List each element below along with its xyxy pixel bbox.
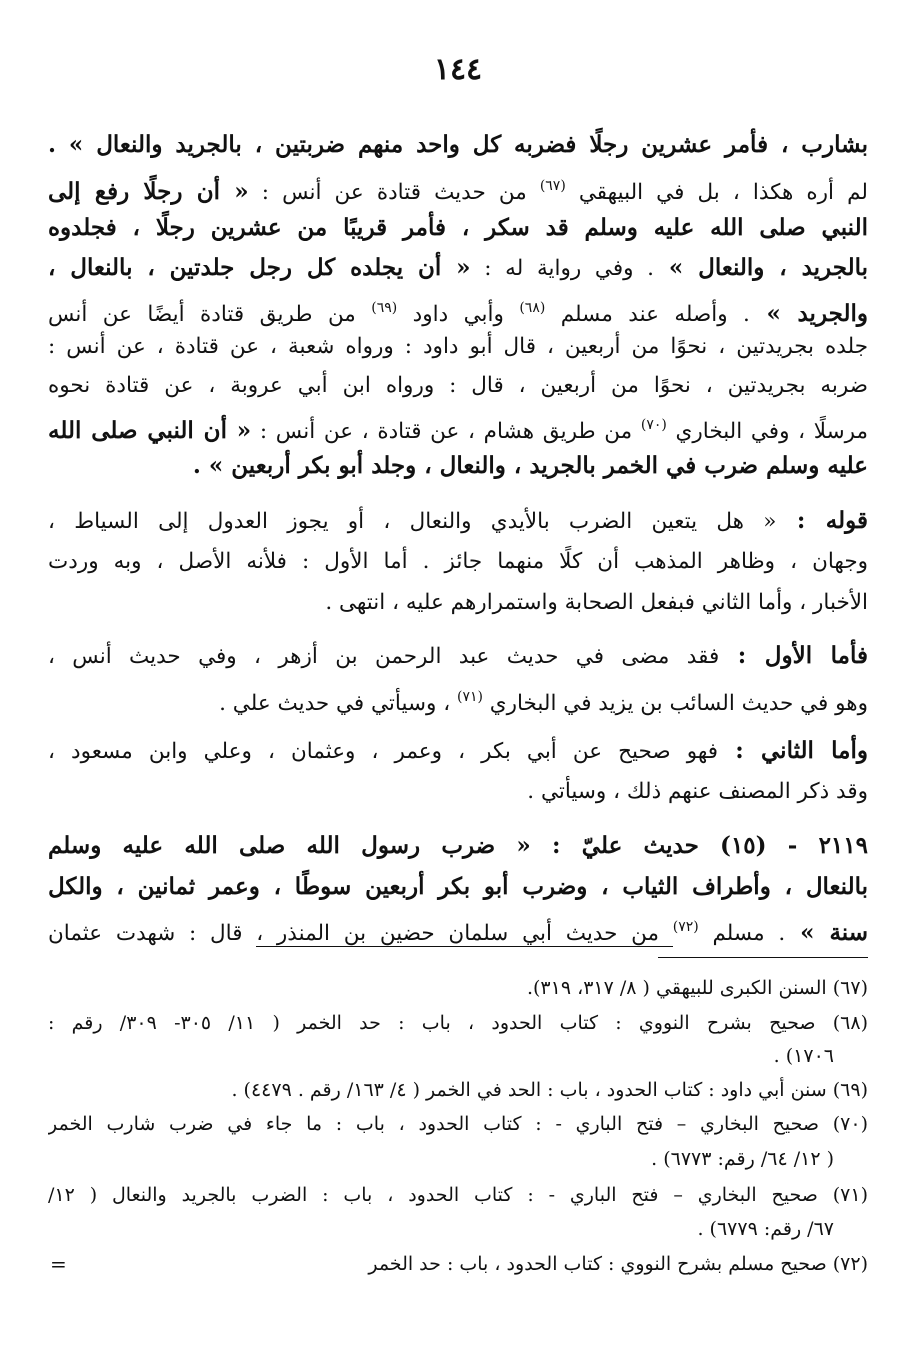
footnote-reference: (٦٨) <box>519 300 546 316</box>
text-line: ضربه بجريدتين ، نحوًا من أربعين ، قال : ورواه ابن أبي عروبة ، عن قتادة نحوه <box>48 373 868 398</box>
text-span: قال : شهدت عثمان <box>48 921 257 946</box>
bold-lead-word: قوله : <box>776 507 868 534</box>
bold-lead-word: فأما الأول : <box>719 642 868 669</box>
bold-lead-word: وأما الثاني : <box>718 737 868 764</box>
text-line <box>48 446 868 486</box>
text-line <box>48 166 868 206</box>
bold-hadith-text: سنة » <box>785 919 868 946</box>
footnote-continuation: ١٧٠٦) . <box>773 1045 834 1067</box>
footnote-continuation: ٦٧/ رقم: ٦٧٧٩) . <box>697 1218 834 1240</box>
text-line <box>48 867 868 907</box>
text-span: لم أره هكذا ، بل في البيهقي <box>578 180 868 205</box>
footnote: (٦٨) صحيح بشرح النووي : كتاب الحدود ، باب : حد الخمر ( ١١/ ٣٠٥- ٣٠٩/ رقم : <box>48 1012 868 1034</box>
text-span: من طريق هشام ، عن قتادة ، عن أنس : <box>251 419 641 444</box>
text-line: جلده بجريدتين ، نحوًا من أربعين ، قال أبو داود : ورواه شعبة ، عن قتادة ، عن أنس : <box>48 334 868 359</box>
underlined-text: من حديث أبي سلمان حضين بن المنذر ، <box>256 921 673 946</box>
text-span: من حديث قتادة عن أنس : <box>248 180 540 205</box>
page-number: ١٤٤ <box>433 52 483 87</box>
bold-hadith-text: بالجريد ، والنعال » <box>654 254 868 281</box>
footnote-continuation: ( ١٢/ ٦٤/ رقم: ٦٧٧٣) . <box>651 1148 834 1170</box>
text-line: الأخبار ، وأما الثاني فبفعل الصحابة واستمرارهم عليه ، انتهى . <box>325 590 868 615</box>
bold-hadith-text: بالنعال ، وأطراف الثياب ، وضرب أبو بكر أربعين سوطًا ، وعمر ثمانين ، والكل <box>48 873 868 900</box>
text-span: وأبي داود <box>397 302 520 327</box>
text-line <box>48 248 868 288</box>
text-line <box>48 907 868 947</box>
text-span: ، وسيأتي في حديث علي . <box>219 691 457 716</box>
text-line <box>48 826 868 866</box>
footnote: (٦٧) السنن الكبرى للبيهقي ( ٨/ ٣١٧، ٣١٩). <box>526 977 868 999</box>
text-span: فهو صحيح عن أبي بكر ، وعمر ، وعثمان ، وعلي وابن مسعود ، <box>48 739 719 764</box>
footnote: (٧٢) صحيح مسلم بشرح النووي : كتاب الحدود ، باب : حد الخمر <box>368 1253 868 1275</box>
footnote-separator <box>658 957 868 958</box>
footnote: (٧٠) صحيح البخاري – فتح الباري - : كتاب الحدود ، باب : ما جاء في ضرب شارب الخمر <box>48 1113 868 1135</box>
text-line <box>48 636 868 676</box>
text-span: . مسلم <box>698 921 786 946</box>
text-span: . وفي رواية له : <box>470 256 655 281</box>
text-line: وقد ذكر المصنف عنهم ذلك ، وسيأتي . <box>527 779 868 804</box>
text-line <box>48 501 868 541</box>
footnote-reference: (٦٧) <box>539 178 566 194</box>
text-line <box>48 208 868 248</box>
bold-hadith-text: والجريد » <box>749 300 868 327</box>
hadith-heading: ٢١١٩ - (١٥) حديث عليّ : « ضرب رسول الله صلى الله عليه وسلم <box>48 832 868 859</box>
bold-hadith-text: النبي صلى الله عليه وسلم قد سكر ، فأمر قريبًا من عشرين رجلًا ، فجلدوه <box>48 214 868 241</box>
text-line <box>48 731 868 771</box>
footnote: (٦٩) سنن أبي داود : كتاب الحدود ، باب : الحد في الخمر ( ٤/ ١٦٣/ رقم . ٤٤٧٩) . <box>231 1079 868 1101</box>
text-line: وجهان ، وظاهر المذهب أن كلًا منهما جائز . أما الأول : فلأنه الأصل ، وبه وردت <box>48 549 868 574</box>
bold-hadith-text: « أن النبي صلى الله <box>48 417 252 444</box>
bold-hadith-text: بشارب ، فأمر عشرين رجلًا فضربه كل واحد منهم ضربتين ، بالجريد والنعال » . <box>48 131 868 158</box>
continuation-mark: = <box>50 1252 67 1276</box>
bold-hadith-text: « أن رجلًا رفع إلى <box>48 178 249 205</box>
text-span: « هل يتعين الضرب بالأيدي والنعال ، أو يجوز العدول إلى السياط ، <box>48 509 777 534</box>
text-line <box>48 288 868 328</box>
text-span: فقد مضى في حديث عبد الرحمن بن أزهر ، وفي حديث أنس ، <box>48 644 720 669</box>
footnote-reference: (٧٢) <box>672 919 699 935</box>
text-line <box>48 677 868 717</box>
bold-hadith-text: عليه وسلم ضرب في الخمر بالجريد ، والنعال ، وجلد أبو بكر أربعين » . <box>192 452 868 479</box>
footnote-reference: (٦٩) <box>371 300 398 316</box>
text-span: مرسلًا ، وفي البخاري <box>666 419 868 444</box>
footnote: (٧١) صحيح البخاري – فتح الباري - : كتاب الحدود ، باب : الضرب بالجريد والنعال ( ١٢/ <box>48 1184 868 1206</box>
footnote-reference: (٧١) <box>456 689 483 705</box>
text-span: . وأصله عند مسلم <box>545 302 750 327</box>
bold-hadith-text: « أن يجلده كل رجل جلدتين ، بالنعال ، <box>48 254 471 281</box>
text-line <box>48 405 868 445</box>
text-span: وهو في حديث السائب بن يزيد في البخاري <box>482 691 868 716</box>
text-line <box>48 125 868 165</box>
text-span: من طريق قتادة أيضًا عن أنس <box>48 302 372 327</box>
footnote-reference: (٧٠) <box>640 417 667 433</box>
